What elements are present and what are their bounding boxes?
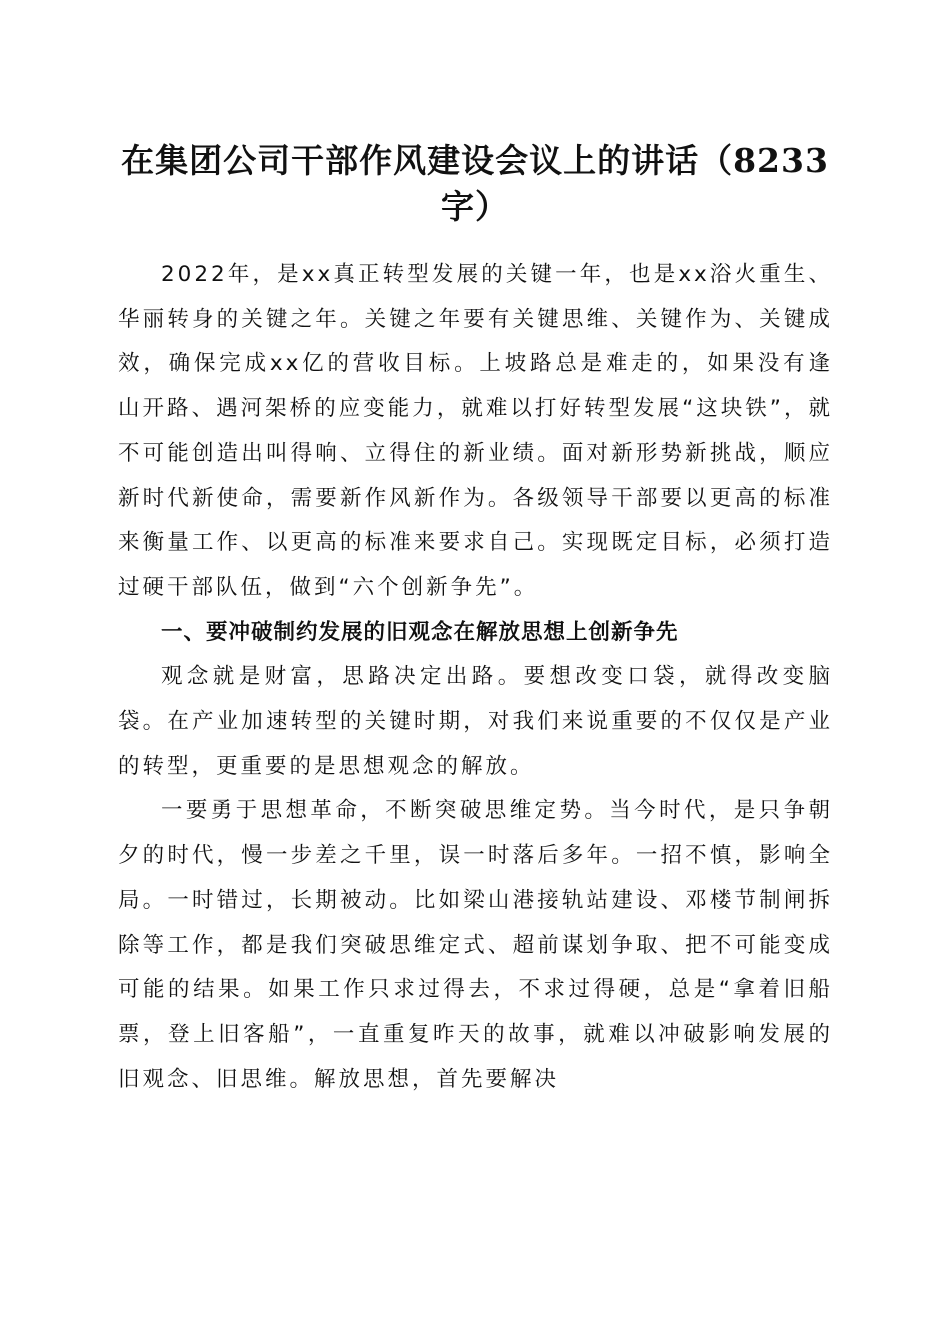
section1-paragraph: 一要勇于思想革命，不断突破思维定势。当今时代，是只争朝夕的时代，慢一步差之千里，误一时落后多年。一招不慎，影响全局。一时错过，长期被动。比如梁山港接轨站建设、邓楼节制闸拆除等工作，都是我们突破思维定式、超前谋划争取、把不可能变成可能的结果。如果工作只求过得去，不求过得硬，总是“拿着旧船票，登上旧客船”，一直重复昨天的故事，就难以冲破影响发展的旧观念、旧思维。解放思想，首先要解决 xyxy=(118,798,833,1092)
section1-paragraph: 观念就是财富，思路决定出路。要想改变口袋，就得改变脑袋。在产业加速转型的关键时期，对我们来说重要的不仅仅是产业的转型，更重要的是思想观念的解放。 xyxy=(118,664,833,779)
section-heading-1: 一、要冲破制约发展的旧观念在解放思想上创新争先 xyxy=(161,619,679,645)
intro-paragraph: 2022年，是xx真正转型发展的关键一年，也是xx浴火重生、华丽转身的关键之年。关键之年要有关键思维、关键作为、关键成效，确保完成xx亿的营收目标。上坡路总是难走的，如果没有逢山开路、遇河架桥的应变能力，就难以打好转型发展“这块铁”，就不可能创造出叫得响、立得住的新业绩。面对新形势新挑战，顺应新时代新使命，需要新作风新作为。各级领导干部要以更高的标准来衡量工作、以更高的标准来要求自己。实现既定目标，必须打造过硬干部队伍，做到“六个创新争先”。 xyxy=(118,262,833,600)
document-body xyxy=(118,253,833,1102)
document-title: 在集团公司干部作风建设会议上的讲话（8233字） xyxy=(121,141,829,226)
